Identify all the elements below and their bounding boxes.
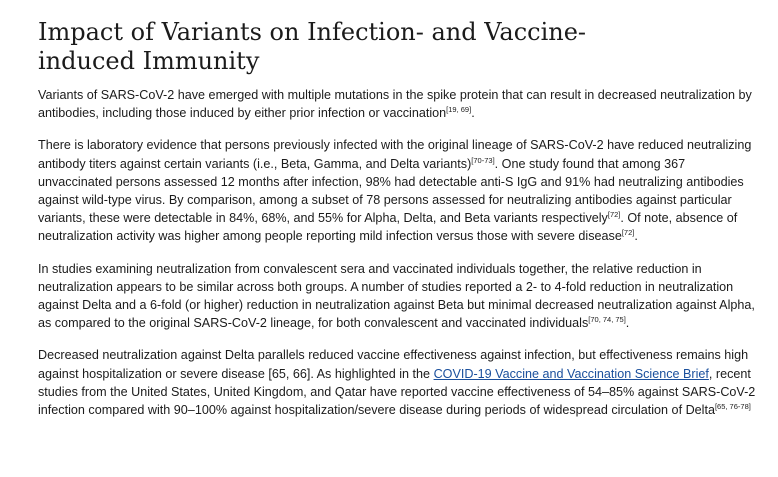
paragraph-2-text-c: . Of note, absence of neutralization activity was higher among people reporting mild infection versus those with severe disease <box>38 211 738 244</box>
page-title: Impact of Variants on Infection- and Vaccine-induced Immunity <box>38 18 587 75</box>
science-brief-link[interactable]: COVID-19 Vaccine and Vaccination Science Brief <box>433 366 709 381</box>
punctuation: . <box>634 229 638 244</box>
paragraph-3-text: In studies examining neutralization from convalescent sera and vaccinated individuals together, the relative reduction in neutralization appears to be similar across both groups. A number of studies reported a 2- to 4-fold reduction in neutralization against Delta and a 6-fold (or higher) reduction in neutralization against Beta but minimal decreased neutralization against Alpha, as compared to the original SARS-CoV-2 lineage, for both convalescent and vaccinated individuals <box>38 261 755 331</box>
paragraph-4 <box>38 346 756 419</box>
citation-ref: [70-73] <box>471 155 495 165</box>
paragraph-4-text-b: , recent studies from the United States, United Kingdom, and Qatar have reported vaccine effectiveness of 54–85% against SARS-CoV-2 infection compared with 90–100% against hospitalization/severe disease during periods of widespread circulation of Delta <box>38 366 756 418</box>
paragraph-3 <box>38 260 756 333</box>
paragraph-2-text-b: . One study found that among 367 unvaccinated persons assessed 12 months after infection, 98% had detectable anti-S IgG and 91% had neutralizing antibodies against wild-type virus. By comparison, among a subset of 78 persons assessed for neutralizing antibodies against particular variants, these were detectable in 84%, 68%, and 55% for Alpha, Delta, and Beta variants respectively <box>38 156 744 226</box>
citation-ref: [70, 74, 75] <box>588 315 626 325</box>
citation-ref: [19, 69] <box>446 105 472 115</box>
punctuation: . <box>625 316 630 331</box>
citation-ref: [72] <box>621 228 635 238</box>
punctuation: . <box>471 106 475 121</box>
paragraph-1 <box>38 86 756 122</box>
citation-ref: [65, 76-78] <box>714 401 751 411</box>
paragraph-2 <box>38 136 756 245</box>
paragraph-4-text-a: Decreased neutralization against Delta parallels reduced vaccine effectiveness against infection, but effectiveness remains high against hospitalization or severe disease [65, 66]. As highlighted in the <box>38 348 749 381</box>
citation-ref: [72] <box>607 210 621 220</box>
paragraph-2-text-a: There is laboratory evidence that persons previously infected with the original lineage of SARS-CoV-2 have reduced neutralizing antibody titers against certain variants (i.e., Beta, Gamma, and Delta variants) <box>38 138 752 171</box>
paragraph-1-text: Variants of SARS-CoV-2 have emerged with multiple mutations in the spike protein that can result in decreased neutralization by antibodies, including those induced by either prior infection or vaccination <box>38 88 752 121</box>
